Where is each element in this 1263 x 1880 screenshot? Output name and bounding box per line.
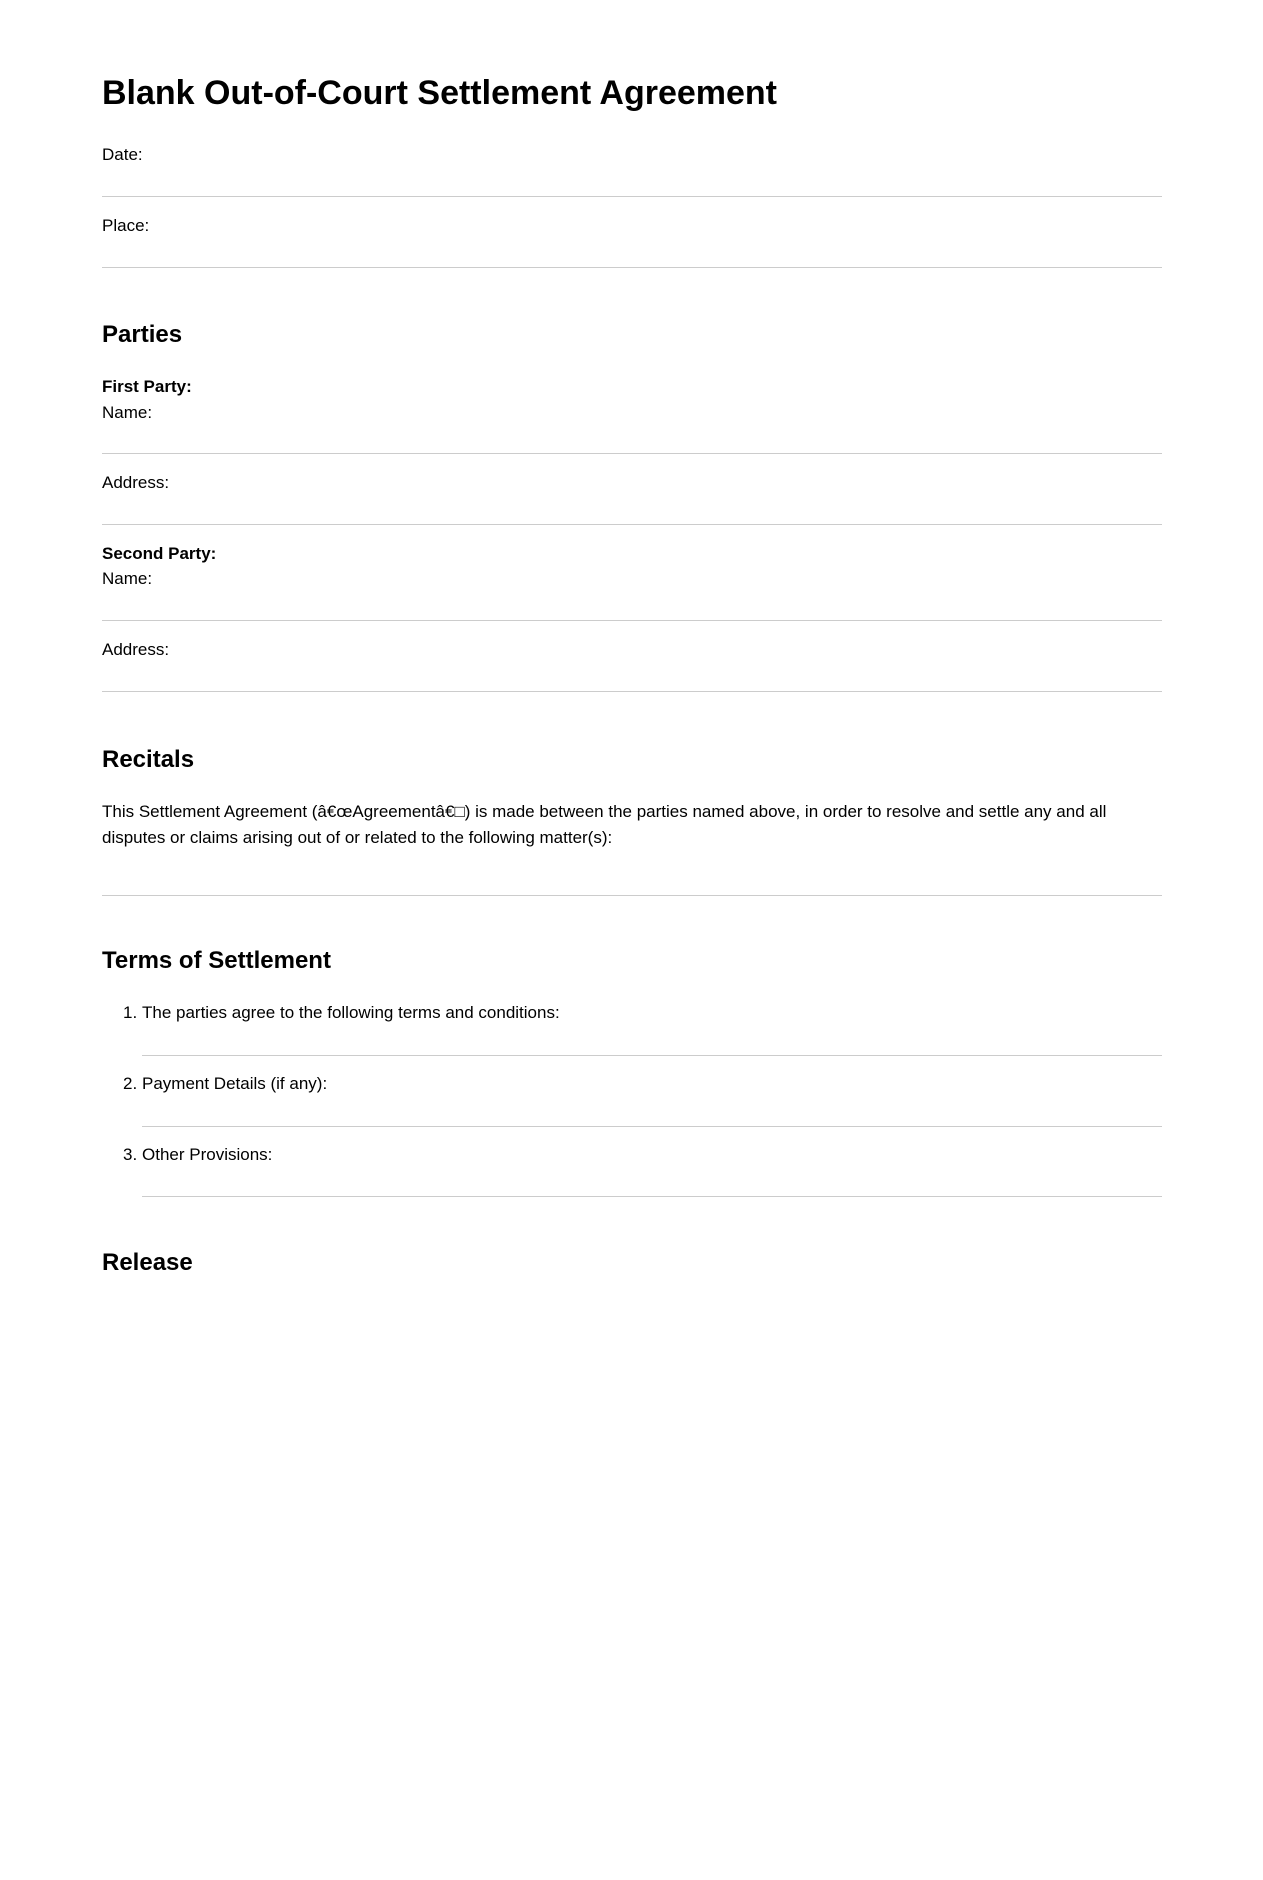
place-label: Place:: [102, 216, 150, 235]
terms-item-2: [123, 1073, 327, 1095]
recitals-heading: Recitals: [102, 746, 195, 773]
second-party-address-label: Address:: [102, 640, 170, 659]
terms-item-2-line[interactable]: [142, 1126, 1162, 1127]
release-heading: Release: [102, 1249, 193, 1276]
second-party-address-line[interactable]: [102, 691, 1162, 692]
second-party-name-label: Name:: [102, 569, 153, 588]
terms-item-3: [123, 1144, 272, 1166]
first-party-name-line[interactable]: [102, 453, 1162, 454]
list-item-text: Other Provisions:: [142, 1145, 273, 1164]
recitals-text: This Settlement Agreement (â€œAgreementâ€□) is made between the parties named above, in order to resolve and settle any and all disputes or claims arising out of or related to the following matter(s):: [102, 802, 1107, 847]
date-field-line[interactable]: [102, 196, 1162, 197]
terms-item-1: [123, 1002, 560, 1024]
second-party-label: Second Party:: [102, 544, 217, 563]
first-party-label: First Party:: [102, 377, 192, 396]
first-party-address-label: Address:: [102, 473, 170, 492]
list-number: 3.: [123, 1145, 138, 1164]
terms-heading: Terms of Settlement: [102, 947, 331, 974]
date-label: Date:: [102, 145, 143, 164]
first-party-name-label: Name:: [102, 403, 153, 422]
page-title: Blank Out-of-Court Settlement Agreement: [102, 74, 778, 112]
list-item-text: The parties agree to the following terms and conditions:: [142, 1003, 560, 1022]
list-item-text: Payment Details (if any):: [142, 1074, 328, 1093]
parties-heading: Parties: [102, 321, 183, 348]
terms-item-1-line[interactable]: [142, 1055, 1162, 1056]
recitals-matter-line[interactable]: [102, 895, 1162, 896]
place-field-line[interactable]: [102, 267, 1162, 268]
list-number: 1.: [123, 1003, 138, 1022]
second-party-name-line[interactable]: [102, 620, 1162, 621]
first-party-address-line[interactable]: [102, 524, 1162, 525]
terms-item-3-line[interactable]: [142, 1196, 1162, 1197]
list-number: 2.: [123, 1074, 138, 1093]
